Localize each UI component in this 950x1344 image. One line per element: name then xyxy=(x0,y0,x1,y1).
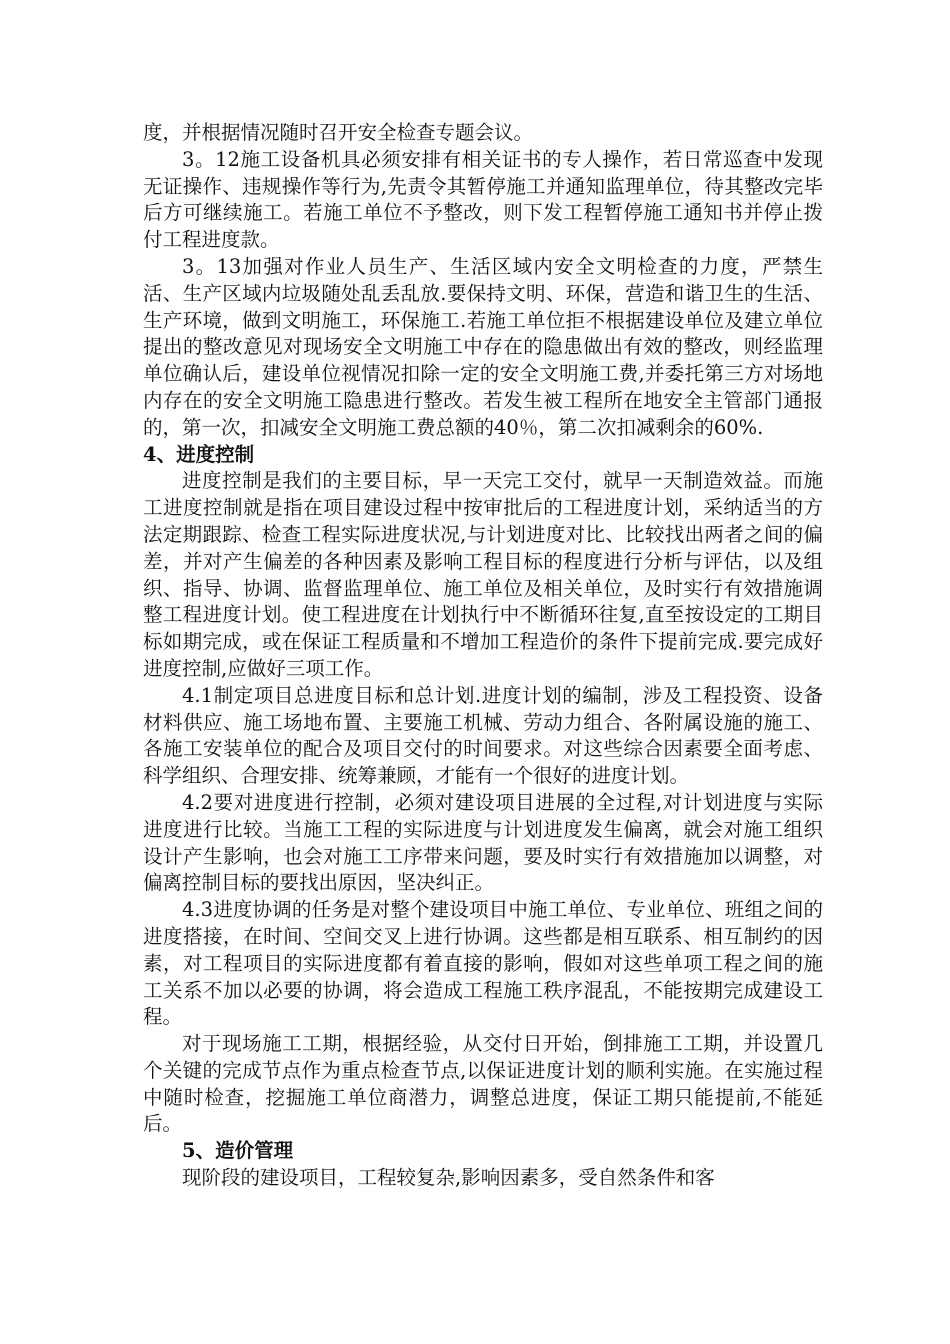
paragraph-3-12: 3。12施工设备机具必须安排有相关证书的专人操作，若日常巡查中发现无证操作、违规操作等行为,先责令其暂停施工并通知监理单位，待其整改完毕后方可继续施工。若施工单位不予整改，则下发工程暂停施工通知书并停止拨付工程进度款。 xyxy=(143,147,823,252)
paragraph-schedule: 对于现场施工工期，根据经验，从交付日开始，倒排施工工期，并设置几个关键的完成节点作为重点检查节点,以保证进度计划的顺利实施。在实施过程中随时检查，挖掘施工单位商潜力，调整总进度，保证工期只能提前,不能延后。 xyxy=(143,1032,823,1136)
paragraph-continuation: 度，并根据情况随时召开安全检查专题会议。 xyxy=(143,121,534,144)
section-heading-progress-control: 4、进度控制 xyxy=(143,442,255,466)
paragraph-4-1: 4.1制定项目总进度目标和总计划.进度计划的编制，涉及工程投资、设备材料供应、施工场地布置、主要施工机械、劳动力组合、各附属设施的施工、各施工安装单位的配合及项目交付的时间要求。对这些综合因素要全面考虑、科学组织、合理安排、统筹兼顾，才能有一个很好的进度计划。 xyxy=(143,683,823,788)
paragraph-4-2: 4.2要对进度进行控制，必须对建设项目进展的全过程,对计划进度与实际进度进行比较。当施工工程的实际进度与计划进度发生偏离，就会对施工组织设计产生影响，也会对施工工序带来问题，要及时实行有效措施加以调整，对偏离控制目标的要找出原因，坚决纠正。 xyxy=(143,790,823,895)
paragraph-progress-intro: 进度控制是我们的主要目标，早一天完工交付，就早一天制造效益。而施工进度控制就是指在项目建设过程中按审批后的工程进度计划，采纳适当的方法定期跟踪、检查工程实际进度状况,与计划进度对比、比较找出两者之间的偏差，并对产生偏差的各种因素及影响工程目标的程度进行分析与评估，以及组织、指导、协调、监督监理单位、施工单位及相关单位，及时实行有效措施调整工程进度计划。使工程进度在计划执行中不断循环往复,直至按设定的工期目标如期完成，或在保证工程质量和不增加工程造价的条件下提前完成.要完成好进度控制,应做好三项工作。 xyxy=(143,469,823,680)
paragraph-cost-intro: 现阶段的建设项目，工程较复杂,影响因素多，受自然条件和客 xyxy=(182,1166,715,1190)
section-heading-cost-management: 5、造价管理 xyxy=(182,1139,294,1163)
paragraph-4-3: 4.3进度协调的任务是对整个建设项目中施工单位、专业单位、班组之间的进度搭接，在时间、空间交叉上进行协调。这些都是相互联系、相互制约的因素，对工程项目的实际进度都有着直接的影响，假如对这些单项工程之间的施工关系不加以必要的协调，将会造成工程施工秩序混乱，不能按期完成建设工程。 xyxy=(143,898,823,1029)
document-page xyxy=(143,120,823,1192)
paragraph-3-13: 3。13加强对作业人员生产、生活区域内安全文明检查的力度，严禁生活、生产区域内垃圾随处乱丢乱放.要保持文明、环保，营造和谐卫生的生活、生产环境，做到文明施工，环保施工.若施工单位拒不根据建设单位及建立单位提出的整改意见对现场安全文明施工中存在的隐患做出有效的整改，则经监理单位确认后，建设单位视情况扣除一定的安全文明施工费,并委托第三方对场地内存在的安全文明施工隐患进行整改。若发生被工程所在地安全主管部门通报的，第一次，扣减安全文明施工费总额的40％，第二次扣减剩余的60%. xyxy=(143,254,823,439)
